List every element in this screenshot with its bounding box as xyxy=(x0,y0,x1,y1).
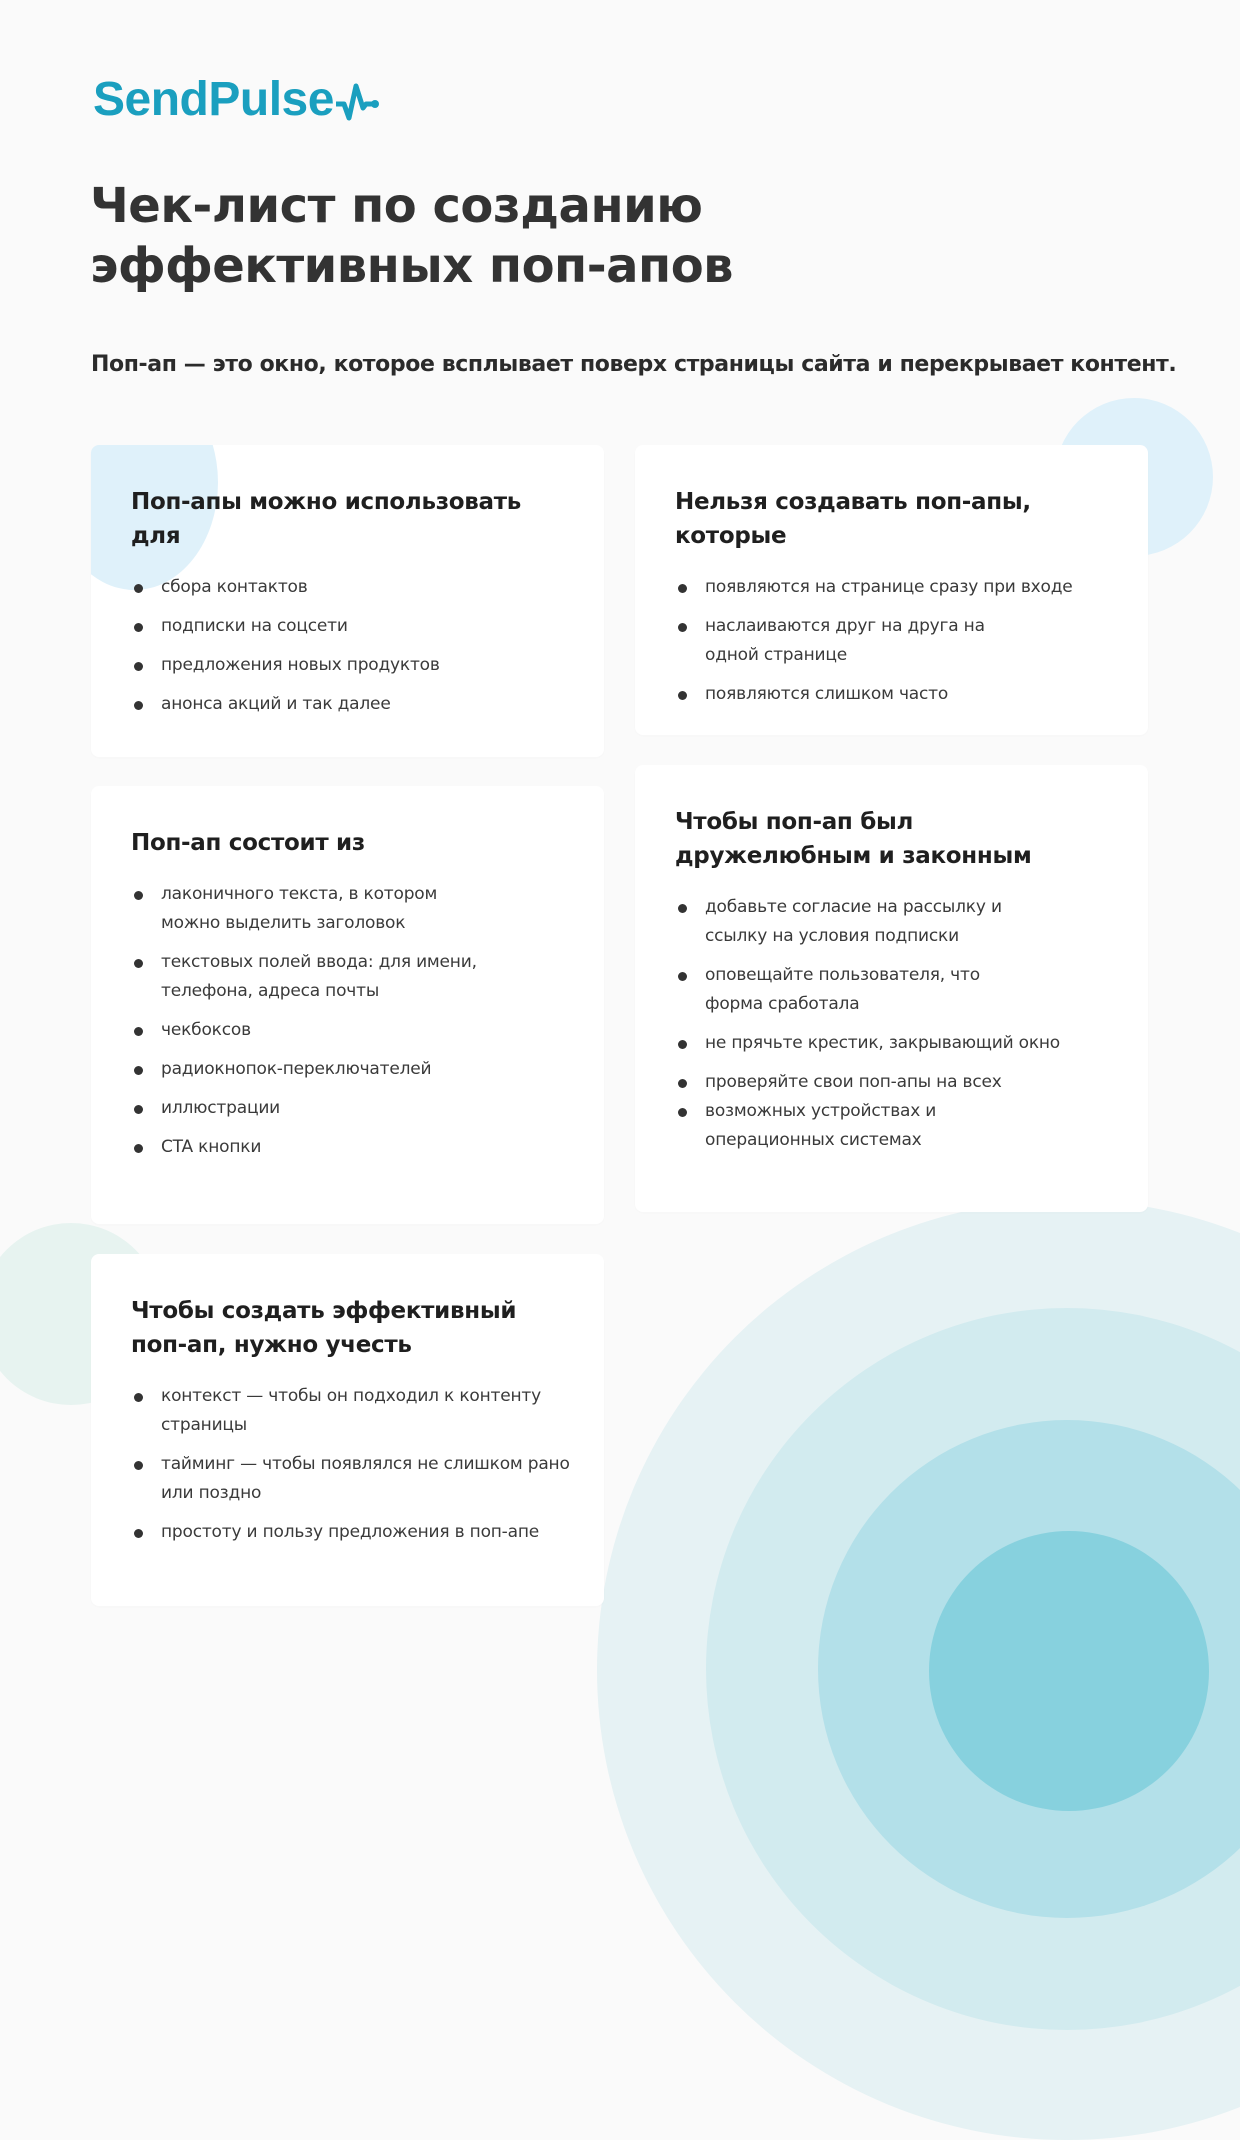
card-dont-list xyxy=(675,573,1098,709)
card-effective xyxy=(91,1254,604,1606)
list-item: радиокнопок-переключателей xyxy=(131,1055,554,1084)
brand-name: SendPulse xyxy=(93,73,334,126)
card-effective-list xyxy=(131,1382,570,1547)
card-parts xyxy=(91,786,604,1224)
list-item: появляются на странице сразу при входе xyxy=(675,573,1098,602)
card-parts-title: Поп-ап состоит из xyxy=(131,830,365,856)
page-title xyxy=(90,176,850,296)
intro-text: Поп-ап — это окно, которое всплывает поверх страницы сайта и перекрывает контент. xyxy=(91,352,1177,377)
card-uses xyxy=(91,445,604,757)
card-uses-title: Поп-апы можно использовать для xyxy=(131,489,522,549)
card-friendly xyxy=(635,765,1148,1212)
card-dont xyxy=(635,445,1148,735)
list-item: появляются слишком часто xyxy=(675,680,1098,709)
list-item: иллюстрации xyxy=(131,1094,554,1123)
list-item: текстовых полей ввода: для имени, телефона, адреса почты xyxy=(131,948,561,1006)
list-item: контекст — чтобы он подходил к контенту страницы xyxy=(131,1382,541,1440)
page-title-line-1: Чек-лист по созданию xyxy=(90,178,703,234)
list-item: лаконичного текста, в котором можно выделить заголовок xyxy=(131,880,501,938)
card-effective-title: Чтобы создать эффективный поп-ап, нужно учесть xyxy=(131,1298,517,1358)
deco-ring-4 xyxy=(929,1531,1209,1811)
card-friendly-list xyxy=(675,893,1098,1155)
list-item: оповещайте пользователя, что форма сработала xyxy=(675,961,1035,1019)
list-item: не прячьте крестик, закрывающий окно xyxy=(675,1029,1098,1058)
list-item: добавьте согласие на рассылку и ссылку на условия подписки xyxy=(675,893,1055,951)
list-item: наслаиваются друг на друга на одной странице xyxy=(675,612,1035,670)
brand-logo xyxy=(93,73,380,126)
list-item: предложения новых продуктов xyxy=(131,651,554,680)
card-uses-list xyxy=(131,573,554,719)
card-parts-list xyxy=(131,880,554,1162)
list-item: сбора контактов xyxy=(131,573,554,602)
pulse-wave-icon xyxy=(336,82,380,122)
list-item: подписки на соцсети xyxy=(131,612,554,641)
list-item: CTA кнопки xyxy=(131,1133,554,1162)
list-item: анонса акций и так далее xyxy=(131,690,554,719)
list-item: простоту и пользу предложения в поп-апе xyxy=(131,1518,554,1547)
list-item: возможных устройствах и операционных системах xyxy=(675,1097,1055,1155)
card-friendly-title: Чтобы поп-ап был дружелюбным и законным xyxy=(675,809,1032,869)
card-dont-title: Нельзя создавать поп-апы, которые xyxy=(675,489,1031,549)
page-title-line-2: эффективных поп-апов xyxy=(90,238,734,294)
list-item: тайминг — чтобы появлялся не слишком рано или поздно xyxy=(131,1450,571,1508)
list-item: проверяйте свои поп-апы на всех xyxy=(675,1068,1098,1097)
list-item: чекбоксов xyxy=(131,1016,554,1045)
